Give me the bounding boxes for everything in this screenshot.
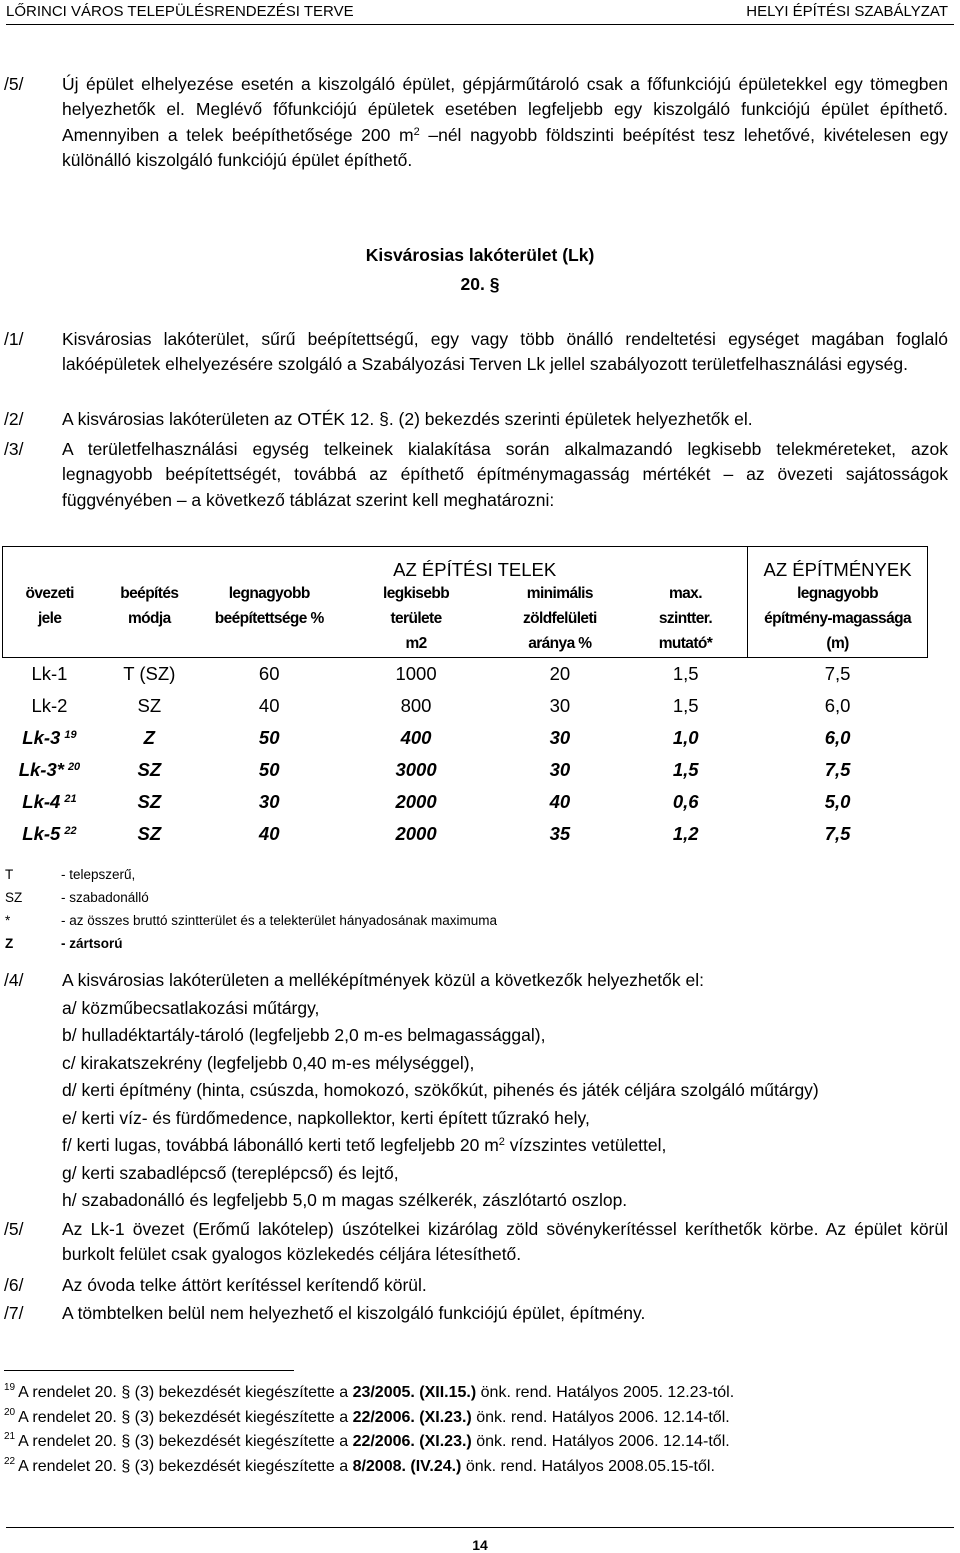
group-header-epitmeny: AZ ÉPÍTMÉNYEK [748, 547, 928, 582]
zone-code: Lk-3* $^{20}$ [18, 759, 81, 780]
cell-green: 30 [549, 759, 571, 780]
cell-floor: 0,6 [672, 791, 699, 812]
cell-min-area: 2000 [395, 791, 437, 812]
col-header-ovezet: övezeti jele [3, 581, 97, 658]
table-row [3, 786, 928, 818]
cell-height: 6,0 [824, 727, 851, 748]
cell-floor: 1,5 [672, 759, 699, 780]
zone-code: Lk-2 [31, 695, 68, 716]
paragraph-text: Az Lk-1 övezet (Erőmű lakótelep) úszótelkei kizárólag zöld sövénykerítéssel keríthetők körbe. Az épület körül burkolt felület csak gyalogos közlekedés céljára létesíthető. [62, 1219, 948, 1265]
paragraph-number: /2/ [4, 409, 24, 429]
cell-max-built: 40 [258, 695, 280, 716]
cell-min-area: 3000 [395, 759, 437, 780]
cell-green: 20 [549, 663, 571, 684]
footnote-separator [4, 1370, 294, 1371]
table-row [3, 690, 928, 722]
cell-height: 5,0 [824, 791, 851, 812]
paragraph-5 [4, 1217, 948, 1268]
paragraph-text: A területfelhasználási egység telkeinek kialakítása során alkalmazandó legkisebb telekméreteket, azok legnagyobb beépítettségét, továbbá az építhető építménymagasság mértékét – az övezeti sajátosságok függvényében – a következő táblázat szerint kell meghatározni: [62, 439, 948, 510]
cell-max-built: 40 [258, 823, 280, 844]
legend-item: SZ - szabadonálló [5, 890, 149, 905]
col-header-legkisebb-terulet: legkisebb területe m2 [336, 581, 496, 658]
legend-item: * - az összes bruttó szintterület és a telekterület hányadosának maximuma [5, 913, 497, 928]
col-header-beepites: beépítés módja [96, 581, 202, 658]
cell-max-built: 30 [258, 791, 280, 812]
paragraph-1 [4, 327, 948, 378]
paragraph-text: Az óvoda telke áttört kerítéssel kerítendő körül. [62, 1275, 427, 1295]
cell-mode: SZ [137, 759, 162, 780]
col-header-legnagyobb-beepitettseg: legnagyobb beépítettsége % [202, 581, 336, 658]
paragraph-text: Kisvárosias lakóterület, sűrű beépítettségű, egy vagy több önálló rendeltetési egységet magában foglaló lakóépületek elhelyezésére szolgáló a Szabályozási Terven Lk jellel szabályozott területfelhasználási egység. [62, 329, 948, 375]
cell-mode: T (SZ) [123, 663, 176, 684]
cell-min-area: 2000 [395, 823, 437, 844]
cell-green: 40 [549, 791, 571, 812]
paragraph-5-top [4, 72, 948, 174]
list-item: e/ kerti víz- és fürdőmedence, napkollektor, kerti épített tűzrakó hely, [62, 1107, 590, 1128]
cell-height: 7,5 [824, 823, 851, 844]
footnote: $^{20}$ A rendelet 20. § (3) bekezdését kiegészítette a 22/2006. (XI.23.) önk. rend. Hatályos 2006. 12.14-től. [4, 1406, 730, 1426]
footnote: $^{22}$ A rendelet 20. § (3) bekezdését kiegészítette a 8/2008. (IV.24.) önk. rend. Hatályos 2008.05.15-től. [4, 1455, 715, 1475]
paragraph-number: /4/ [4, 970, 24, 990]
legend-item: T - telepszerű, [5, 867, 136, 882]
cell-height: 7,5 [824, 663, 851, 684]
col-header-epitmenymagassag: legnagyobb építmény-magassága (m) [748, 581, 928, 658]
paragraph-6 [4, 1273, 948, 1298]
paragraph-3 [4, 437, 948, 513]
cell-min-area: 1000 [395, 663, 437, 684]
paragraph-text: A tömbtelken belül nem helyezhető el kiszolgáló funkciójú épület, építmény. [62, 1303, 646, 1323]
cell-floor: 1,5 [672, 695, 699, 716]
cell-green: 30 [549, 695, 571, 716]
cell-max-built: 60 [258, 663, 280, 684]
cell-max-built: 50 [258, 759, 280, 780]
cell-height: 6,0 [824, 695, 851, 716]
list-item: a/ közműbecsatlakozási műtárgy, [62, 997, 320, 1018]
paragraph-4 [4, 967, 948, 1215]
section-title: Kisvárosias lakóterület (Lk) [365, 245, 595, 265]
table-row [3, 658, 928, 691]
list-item: f/ kerti lugas, továbbá lábonálló kerti tető legfeljebb 20 $m^2$ vízszintes vetülettel, [62, 1135, 667, 1155]
section-number: 20. § [460, 274, 500, 294]
cell-mode: SZ [137, 823, 162, 844]
table-row [3, 754, 928, 786]
list-item: g/ kerti szabadlépcső (tereplépcső) és lejtő, [62, 1162, 399, 1183]
paragraph-number: /5/ [4, 74, 24, 94]
header-left-title: LŐRINCI VÁROS TELEPÜLÉSRENDEZÉSI TERVE [6, 3, 354, 20]
zone-code: Lk-1 [31, 663, 68, 684]
header-right-title: HELYI ÉPÍTÉSI SZABÁLYZAT [746, 3, 948, 20]
paragraph-number: /6/ [4, 1275, 24, 1295]
cell-floor: 1,2 [672, 823, 699, 844]
cell-floor: 1,0 [672, 727, 699, 748]
cell-floor: 1,5 [672, 663, 699, 684]
page-number: 14 [472, 1537, 488, 1553]
cell-mode: Z [143, 727, 155, 748]
paragraph-number: /3/ [4, 439, 24, 459]
footnotes [4, 1381, 734, 1479]
cell-green: 35 [549, 823, 571, 844]
zoning-table [2, 546, 928, 850]
cell-green: 30 [549, 727, 571, 748]
paragraph-number: /5/ [4, 1219, 24, 1239]
paragraph-text: A kisvárosias lakóterületen az OTÉK 12. §. (2) bekezdés szerinti épületek helyezhetők el. [62, 409, 753, 429]
list-item: c/ kirakatszekrény (legfeljebb 0,40 m-es mélységgel), [62, 1052, 475, 1073]
footnote: $^{19}$ A rendelet 20. § (3) bekezdését kiegészítette a 23/2005. (XII.15.) önk. rend. Hatályos 2005. 12.23-tól. [4, 1382, 735, 1401]
paragraph-number: /7/ [4, 1303, 24, 1323]
paragraph-7 [4, 1301, 948, 1326]
zone-code: Lk-3 $^{19}$ [22, 727, 77, 748]
paragraph-text: Új épület elhelyezése esetén a kiszolgáló épület, gépjárműtároló csak a főfunkciójú épületekkel egy tömegben helyezhetők el. Meglévő főfunkciójú épületek esetében legfeljebb egy kiszolgáló funkciójú épület építhető. Amennyiben a telek beépíthetősége 200 $m^2$ –nél nagyobb földszinti beépítést tesz lehetővé, kivételesen egy különálló kiszolgáló funkciójú épület építhető. [62, 74, 948, 171]
col-header-zoldfelulet: minimális zöldfelületi aránya % [496, 581, 624, 658]
page-header [6, 0, 954, 25]
list-item: d/ kerti építmény (hinta, csúszda, homokozó, szökőkút, pihenés és játék céljára szolgáló műtárgy) [62, 1080, 819, 1100]
legend-item: Z - zártsorú [5, 936, 123, 951]
cell-max-built: 50 [258, 727, 280, 748]
list-item: b/ hulladéktartály-tároló (legfeljebb 2,0 m-es belmagassággal), [62, 1025, 546, 1045]
cell-min-area: 400 [400, 727, 432, 748]
footnote: $^{21}$ A rendelet 20. § (3) bekezdését kiegészítette a 22/2006. (XI.23.) önk. rend. Hatályos 2006. 12.14-től. [4, 1431, 730, 1450]
zone-code: Lk-5 $^{22}$ [22, 823, 77, 844]
cell-min-area: 800 [400, 695, 432, 716]
list-item: h/ szabadonálló és legfeljebb 5,0 m magas szélkerék, zászlótartó oszlop. [62, 1190, 628, 1210]
paragraph-2 [4, 407, 948, 432]
col-header-szintter: max. szintter. mutató* [624, 581, 748, 658]
paragraph-number: /1/ [4, 329, 24, 349]
cell-mode: SZ [137, 791, 162, 812]
table-row [3, 722, 928, 754]
group-header-telek: AZ ÉPÍTÉSI TELEK [202, 547, 747, 582]
zone-code: Lk-4 $^{21}$ [22, 791, 77, 812]
cell-mode: SZ [137, 695, 162, 716]
table-row [3, 818, 928, 850]
paragraph-4-intro: A kisvárosias lakóterületen a melléképítmények közül a következők helyezhetők el: [62, 970, 704, 990]
cell-height: 7,5 [824, 759, 851, 780]
footer-rule [6, 1527, 954, 1528]
table-legend [5, 863, 497, 955]
